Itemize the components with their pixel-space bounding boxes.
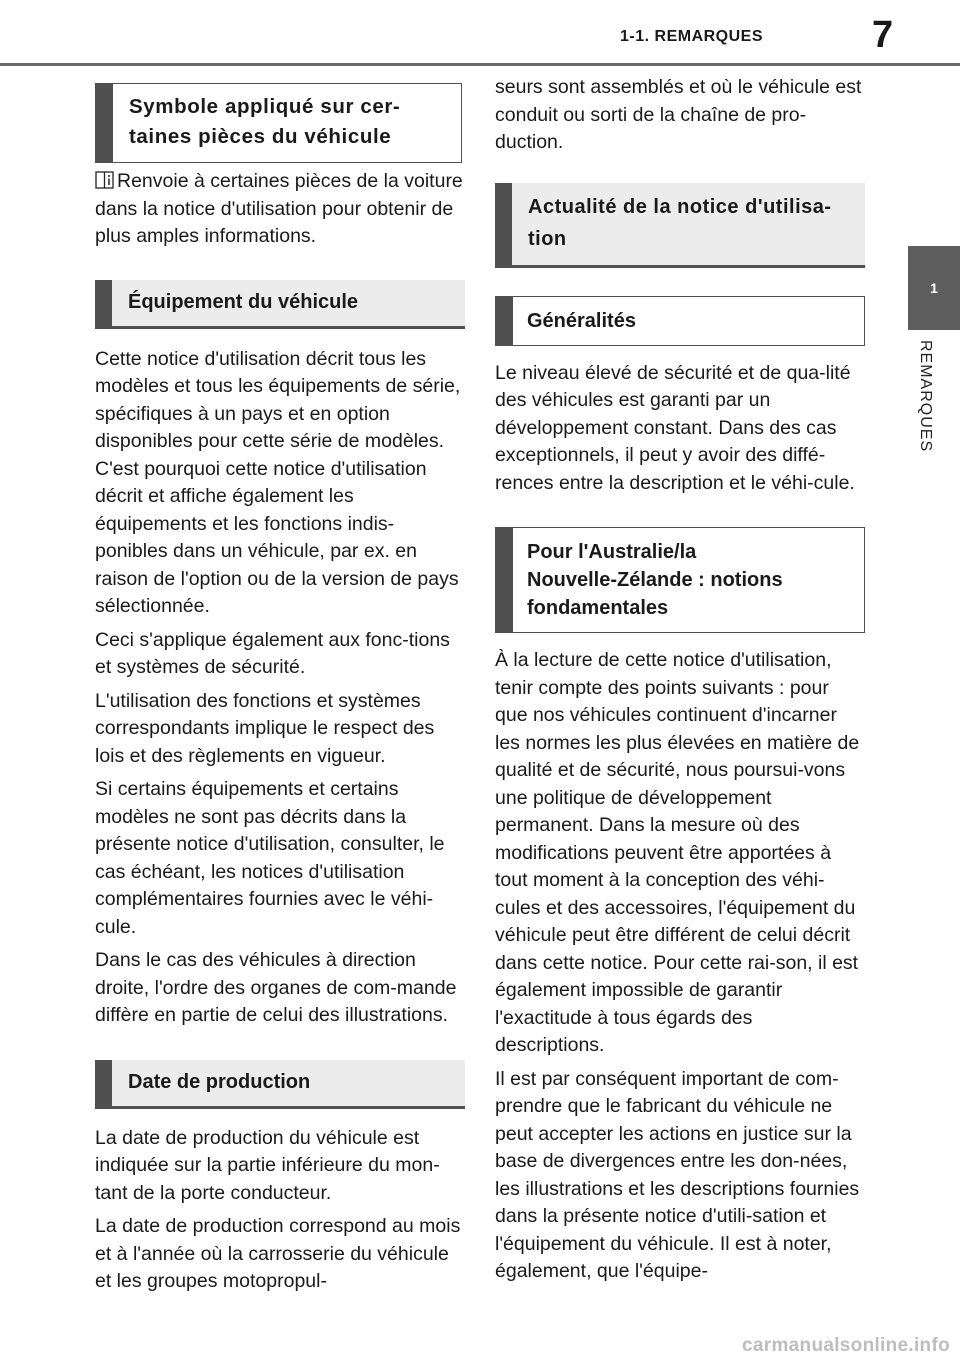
paragraph: Le niveau élevé de sécurité et de qua-lité des véhicules est garanti par un développement constant. Dans des cas exceptionnels, il peut y avoir des diffé-rences entre la description et le véhi-cule. [495, 361, 855, 494]
section-title: 1-1. REMARQUES [620, 28, 764, 45]
header-rule [0, 63, 960, 66]
heading-australia-text: Pour l'Australie/la Nouvelle-Zélande : notions fondamentales [527, 541, 783, 619]
heading-bar [495, 183, 512, 265]
paragraph: Il est par conséquent important de com-prendre que le fabricant du véhicule ne peut accepter les actions en justice sur la base de divergences entre les don-nées, les illustrations et les descriptions fournies dans la présente notice d'utili-sation et l'équipement du véhicule. Il est à noter, également, que l'équipe- [495, 1067, 860, 1282]
paragraph: La date de production du véhicule est indiquée sur la partie inférieure du mon-tant de la porte conducteur. [95, 1126, 440, 1204]
heading-equipment-text: Équipement du véhicule [128, 290, 359, 313]
heading-symbol [95, 83, 462, 163]
heading-general [495, 296, 865, 346]
paragraph: seurs sont assemblés et où le véhicule est conduit ou sorti de la chaîne de pro-duction. [495, 76, 862, 153]
heading-manual-update [495, 183, 865, 268]
paragraph: Dans le cas des véhicules à direction droite, l'ordre des organes de com-mande diffère en partie de celui des illustrations. [95, 949, 457, 1026]
chapter-tab[interactable] [908, 246, 960, 330]
heading-production-date [95, 1060, 465, 1109]
paragraph-symbol [95, 168, 465, 251]
paragraph: La date de production correspond au mois et à l'année où la carrosserie du véhicule et les groupes motopropul- [95, 1215, 461, 1292]
page-number: 7 [872, 14, 894, 56]
paragraph: Si certains équipements et certains modèles ne sont pas décrits dans la présente notice d'utilisation, consulter, le cas échéant, les notices d'utilisation complémentaires fournies avec le véhi-cule. [95, 778, 445, 938]
book-info-icon [95, 170, 115, 190]
chapter-number: 1 [930, 280, 938, 296]
paragraph: À la lecture de cette notice d'utilisation, tenir compte des points suivants : pour que nos véhicules continuent d'incarner les normes les plus élevées en matière de qualité et de sécurité, nous poursui-vons une politique de développement permanent. Dans la mesure où des modifications peuvent être apportées à tout moment à la conception des véhi-cules et des accessoires, l'équipement du véhicule peut être différent de celui décrit dans cette notice. Pour cette rai-son, il est également impossible de garantir l'exactitude à tous égards des descriptions. [495, 649, 860, 1056]
paragraph: L'utilisation des fonctions et systèmes correspondants implique le respect des lois et des règlements en vigueur. [95, 689, 435, 767]
paragraph-symbol-text: Renvoie à certaines pièces de la voiture dans la notice d'utilisation pour obtenir de plus amples informations. [95, 170, 463, 247]
heading-bar [95, 1060, 112, 1106]
heading-production-date-text: Date de production [128, 1070, 311, 1093]
heading-equipment [95, 280, 465, 329]
heading-general-text: Généralités [527, 309, 636, 332]
left-column [95, 168, 465, 1302]
chapter-label: REMARQUES [917, 340, 934, 453]
paragraph: Cette notice d'utilisation décrit tous les modèles et tous les équipements de série, spécifiques à un pays et en option disponibles pour cette série de modèles. C'est pourquoi cette notice d'utilisation décrit et affiche également les équipements et les fonctions indis-ponibles dans un véhicule, par ex. en raison de l'option ou de la version de pays sélectionnée. [95, 347, 461, 617]
heading-bar [95, 280, 112, 326]
heading-bar [496, 528, 513, 632]
paragraph: Ceci s'applique également aux fonc-tions et systèmes de sécurité. [95, 628, 450, 678]
right-column [495, 74, 865, 1292]
heading-symbol-text: Symbole appliqué sur cer- taines pièces du véhicule [129, 95, 401, 148]
heading-bar [96, 84, 113, 162]
heading-bar [496, 297, 513, 345]
heading-manual-update-text: Actualité de la notice d'utilisa- tion [528, 195, 832, 250]
heading-australia [495, 527, 865, 633]
watermark: carmanualsonline.info [742, 1335, 950, 1356]
